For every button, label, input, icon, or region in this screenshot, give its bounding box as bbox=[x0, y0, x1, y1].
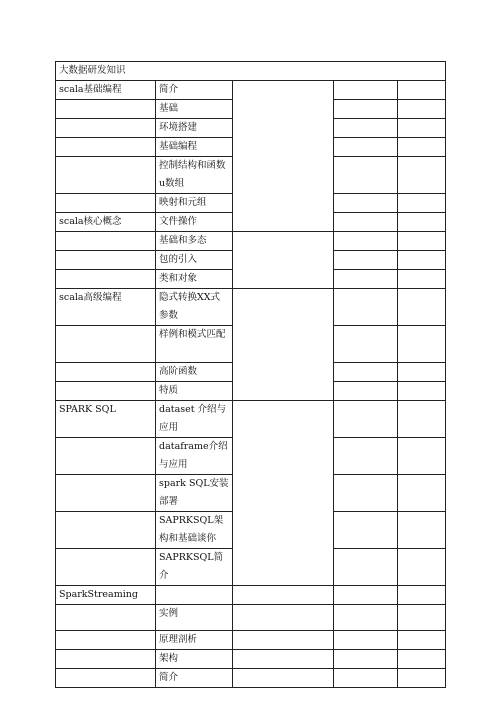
topic-cell: 类和对象 bbox=[156, 270, 233, 289]
topic-cell: 简介 bbox=[156, 669, 233, 688]
table-row bbox=[56, 232, 446, 251]
table-row bbox=[56, 631, 446, 650]
topic-cell: 基础 bbox=[156, 100, 233, 119]
section-name: scala核心概念 bbox=[56, 213, 156, 232]
topic-cell: spark SQL安装部署 bbox=[156, 475, 233, 512]
topic-cell: 简介 bbox=[156, 81, 233, 100]
topic-cell: 基础编程 bbox=[156, 138, 233, 157]
topic-cell: 控制结构和函数u数组 bbox=[156, 157, 233, 194]
merged-empty-cell bbox=[233, 289, 334, 401]
table-title-row bbox=[56, 62, 446, 81]
table-row bbox=[56, 401, 446, 438]
topic-cell: 隐式转换XX式参数 bbox=[156, 289, 233, 326]
table-row bbox=[56, 605, 446, 631]
topic-cell: 高阶函数 bbox=[156, 363, 233, 382]
topic-cell: 基础和多态 bbox=[156, 232, 233, 251]
topic-cell: 实例 bbox=[156, 605, 233, 631]
section-name: scala基础编程 bbox=[56, 81, 156, 100]
topic-cell: 架构 bbox=[156, 650, 233, 669]
table-row bbox=[56, 81, 446, 100]
table-row bbox=[56, 669, 446, 688]
topic-cell: dataframe介绍与应用 bbox=[156, 438, 233, 475]
table-row bbox=[56, 650, 446, 669]
topic-cell: 文件操作 bbox=[156, 213, 233, 232]
topic-cell: dataset 介绍与应用 bbox=[156, 401, 233, 438]
topic-cell: 原理剖析 bbox=[156, 631, 233, 650]
section-name: SPARK SQL bbox=[56, 401, 156, 438]
table-row bbox=[56, 586, 446, 605]
topic-cell: 映射和元组 bbox=[156, 194, 233, 213]
table-title: 大数据研发知识 bbox=[56, 62, 446, 81]
section-name: SparkStreaming bbox=[56, 586, 156, 605]
topic-cell: 包的引入 bbox=[156, 251, 233, 270]
topic-cell: 样例和模式匹配 bbox=[156, 326, 233, 363]
topic-cell: 环境搭建 bbox=[156, 119, 233, 138]
merged-empty-cell bbox=[233, 81, 334, 232]
topic-cell: SAPRKSQL简介 bbox=[156, 549, 233, 586]
merged-empty-cell bbox=[233, 232, 334, 289]
merged-empty-cell bbox=[233, 401, 334, 586]
topic-cell: 特质 bbox=[156, 382, 233, 401]
knowledge-table bbox=[55, 61, 446, 688]
table-row bbox=[56, 289, 446, 326]
section-name: scala高级编程 bbox=[56, 289, 156, 326]
topic-cell: SAPRKSQL架构和基础谈你 bbox=[156, 512, 233, 549]
